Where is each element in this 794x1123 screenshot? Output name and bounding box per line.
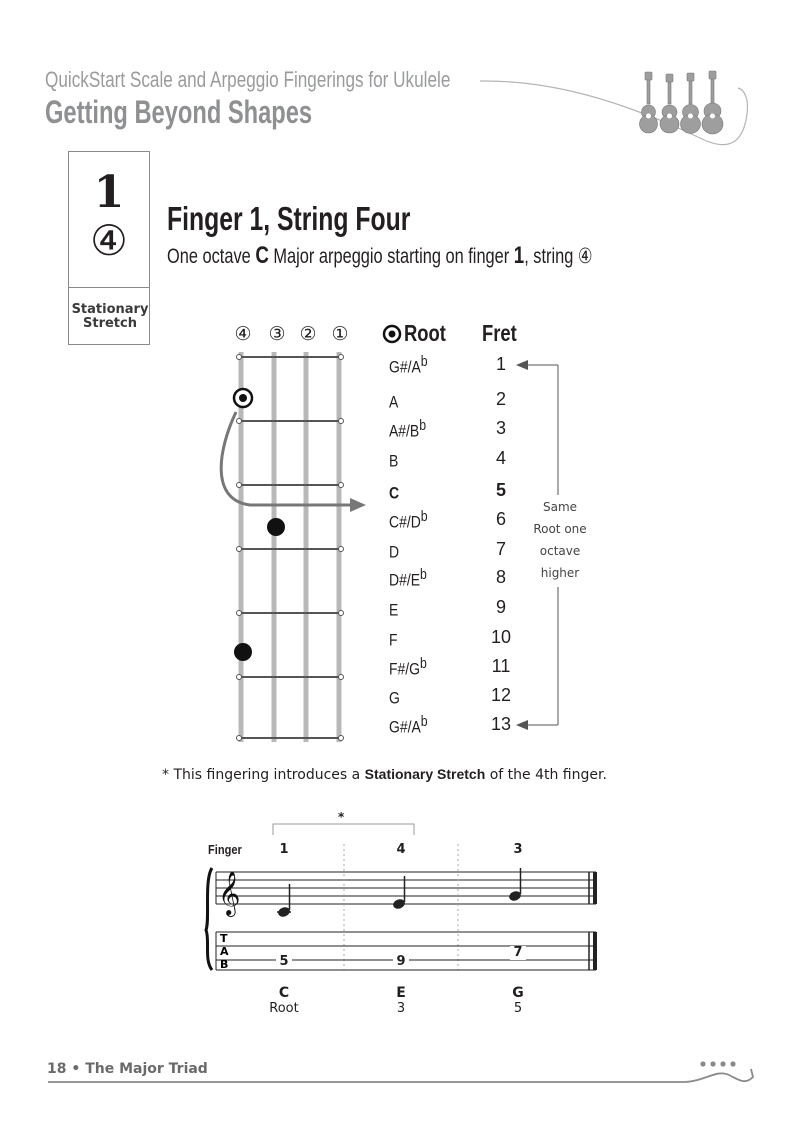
degree-1: Root	[269, 1001, 299, 1016]
tab-fret-1: 5	[276, 955, 292, 969]
fret-number: 7	[495, 539, 506, 559]
finger-dot-fret-7	[267, 518, 285, 536]
root-symbol-icon	[382, 324, 402, 344]
string-number: ④	[90, 216, 128, 265]
note-name: B	[389, 451, 399, 471]
fret-number: 5	[495, 480, 506, 500]
fretboard-diagram	[200, 340, 380, 750]
root-header: Root	[404, 320, 446, 346]
note-name: E	[389, 600, 399, 620]
string-label-4: ④	[234, 323, 252, 345]
note-name: G	[389, 688, 400, 708]
footer-rule	[45, 1055, 755, 1090]
degree-2: 3	[396, 1001, 406, 1016]
exercise-title: Finger 1, String Four	[167, 200, 411, 237]
fret-number: 3	[495, 418, 506, 438]
footnote-bold: Stationary Stretch	[364, 766, 486, 782]
fret-number: 13	[490, 714, 512, 734]
note-name: F	[389, 630, 398, 650]
tab-fret-2: 9	[393, 955, 409, 969]
note-name: $G\#/A^b$	[389, 713, 428, 737]
finger-label: Finger	[208, 842, 242, 857]
tab-letter-a: A	[220, 945, 229, 958]
chord-tone-2: E	[396, 985, 406, 1001]
finger-dot-fret-11	[234, 643, 252, 661]
fret-number: 4	[495, 448, 506, 468]
fretboard-strings	[241, 352, 339, 742]
fret-number: 6	[495, 509, 506, 529]
string-label-3: ③	[268, 323, 286, 345]
book-title: QuickStart Scale and Arpeggio Fingerings for Ukulele	[45, 67, 451, 92]
octave-note: Same Root one octave higher	[533, 500, 587, 580]
chord-tone-3: G	[512, 985, 524, 1001]
tab-fret-3: 7	[510, 946, 526, 960]
notation-staff	[200, 810, 620, 980]
fret-lines	[237, 355, 344, 741]
string-label-1: ①	[331, 323, 349, 345]
note-name: A	[389, 392, 399, 412]
note-name: $D\#/E^b$	[389, 566, 427, 590]
note-name: $C\#/D^b$	[389, 508, 428, 532]
fret-number: 10	[490, 627, 512, 647]
exercise-subtitle: One octave C Major arpeggio starting on finger 1, string ④	[167, 242, 593, 269]
note-name: $A\#/B^b$	[389, 417, 427, 441]
finger-number: 1	[93, 167, 125, 218]
finger-num-2: 4	[396, 842, 406, 857]
fret-header: Fret	[482, 320, 517, 346]
page-footer: 18 • The Major Triad	[47, 1061, 208, 1077]
treble-clef-icon: 𝄞	[218, 871, 241, 915]
section-title: Getting Beyond Shapes	[45, 94, 313, 130]
note-name: $F\#/G^b$	[389, 655, 427, 679]
subtitle-finger: 1	[513, 242, 525, 269]
subtitle-string: ④	[577, 244, 593, 268]
footnote: * This fingering introduces a Stationary Stretch of the 4th finger.	[162, 766, 607, 783]
fret-number: 9	[495, 597, 506, 617]
stretch-mark: *	[338, 810, 345, 824]
finger-num-3: 3	[513, 842, 523, 857]
fret-number: 8	[495, 567, 506, 587]
note-name: D	[389, 542, 400, 562]
fret-number: 12	[490, 685, 512, 705]
string-label-2: ②	[299, 323, 317, 345]
ukulele-icon	[636, 70, 728, 136]
note-name: C	[389, 483, 400, 503]
fret-number: 2	[495, 389, 506, 409]
technique-label: Stationary Stretch	[71, 302, 149, 331]
finger-num-1: 1	[279, 842, 289, 857]
page-number: 18	[47, 1061, 67, 1077]
fret-number: 11	[491, 656, 511, 676]
key-name: C	[255, 242, 269, 269]
note-name: $G\#/A^b$	[389, 353, 428, 377]
tab-letter-t: T	[220, 932, 228, 945]
degree-3: 5	[513, 1001, 523, 1016]
chapter-name: The Major Triad	[85, 1061, 208, 1077]
fret-number: 1	[495, 354, 506, 374]
chord-tone-1: C	[278, 985, 290, 1001]
tab-letter-b: B	[220, 958, 229, 971]
